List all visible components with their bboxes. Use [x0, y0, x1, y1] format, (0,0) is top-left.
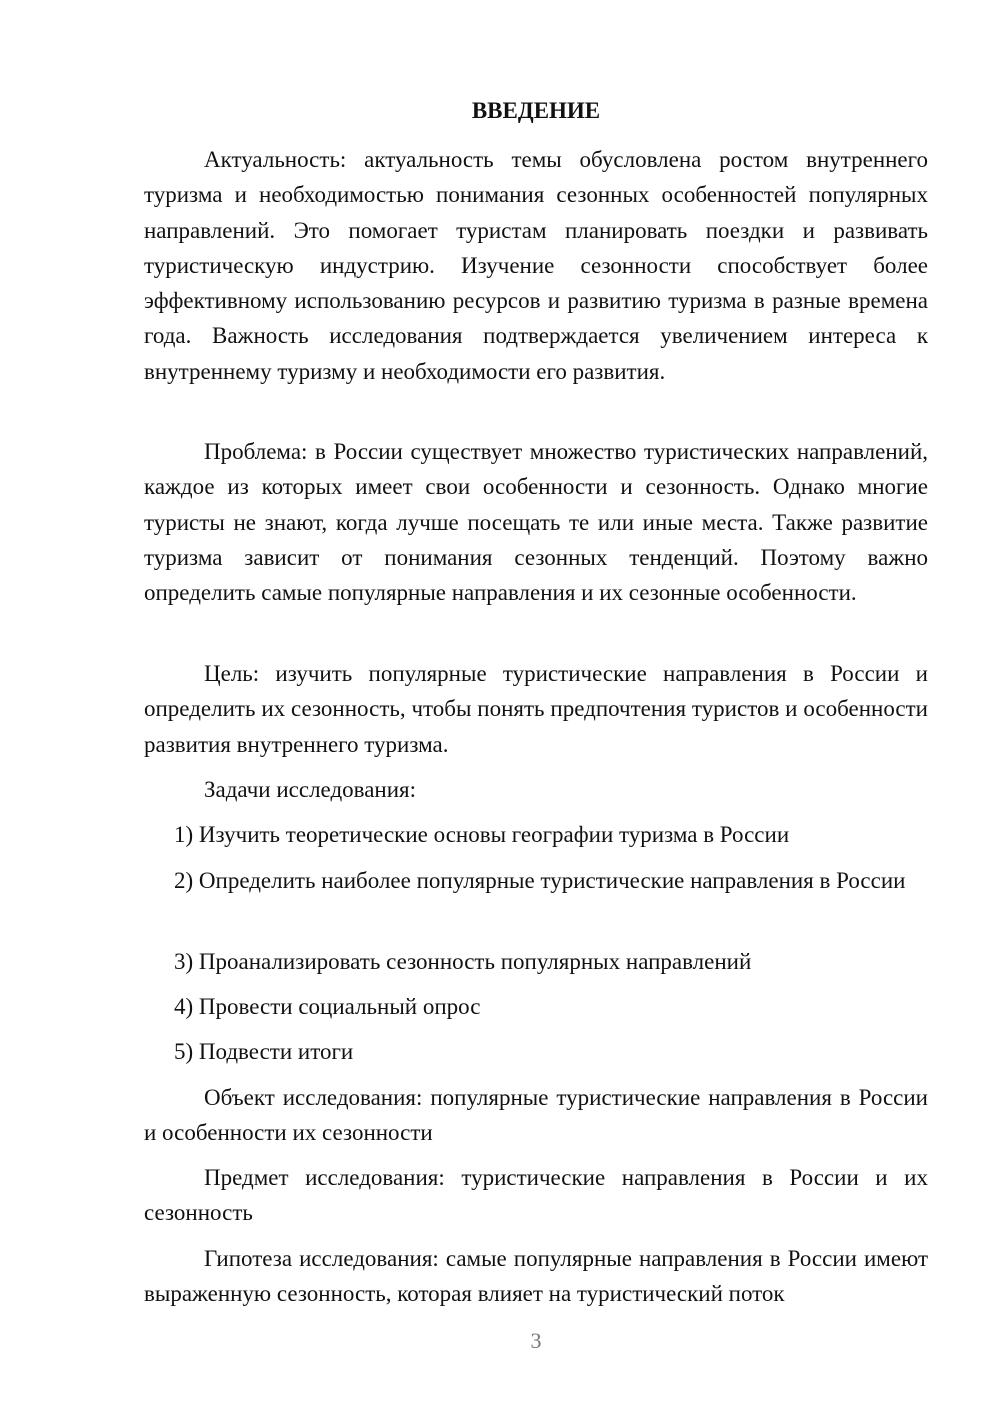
paragraph-relevance: Актуальность: актуальность темы обусловлена ростом внутреннего туризма и необходимостью понимания сезонных особенностей популярных направлений. Это помогает туристам планировать поездки и развивать туристическую индустрию. Изучение сезонности способствует более эффективному использованию ресурсов и развитию туризма в разные времена года. Важность исследования подтверждается увеличением интереса к внутреннему туризму и необходимости его развития.	[144, 147, 928, 384]
task-item-3: 3) Проанализировать сезонность популярных направлений	[174, 949, 752, 974]
paragraph-subject: Предмет исследования: туристические направления в России и их сезонность	[144, 1165, 928, 1226]
task-item-2: 2) Определить наиболее популярные туристические направления в России	[174, 868, 906, 893]
page-number: 3	[530, 1328, 542, 1353]
task-item-1: 1) Изучить теоретические основы географии туризма в России	[174, 822, 790, 847]
task-item-4: 4) Провести социальный опрос	[174, 994, 481, 1019]
tasks-title: Задачи исследования:	[204, 777, 417, 802]
task-item-5: 5) Подвести итоги	[174, 1039, 354, 1064]
page-title: ВВЕДЕНИЕ	[471, 98, 601, 123]
paragraph-hypothesis: Гипотеза исследования: самые популярные направления в России имеют выраженную сезонность, которая влияет на туристический поток	[144, 1246, 928, 1307]
paragraph-object: Объект исследования: популярные туристические направления в России и особенности их сезонности	[144, 1085, 928, 1146]
paragraph-goal: Цель: изучить популярные туристические направления в России и определить их сезонность, чтобы понять предпочтения туристов и особенности развития внутреннего туризма.	[144, 661, 928, 757]
paragraph-problem: Проблема: в России существует множество туристических направлений, каждое из которых имеет свои особенности и сезонность. Однако многие туристы не знают, когда лучше посещать те или иные места. Также развитие туризма зависит от понимания сезонных тенденций. Поэтому важно определить самые популярные направления и их сезонные особенности.	[144, 439, 928, 606]
